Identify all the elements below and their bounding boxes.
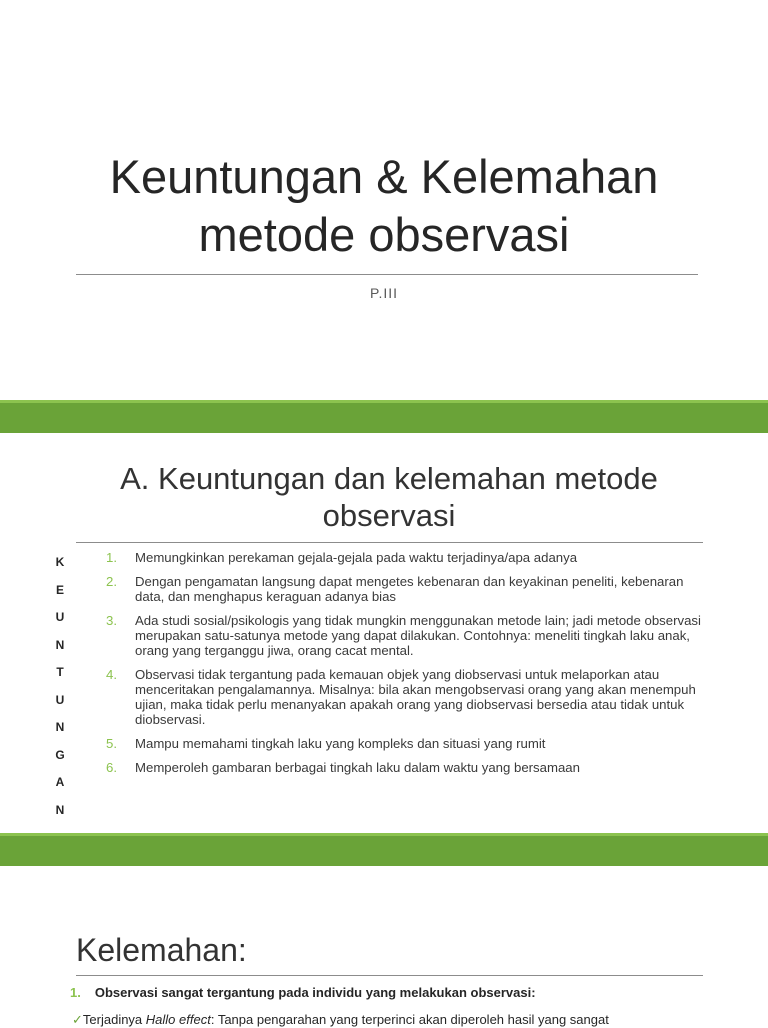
list-number: 6. (106, 760, 117, 775)
vertical-letter: K (55, 555, 65, 569)
subitem-text: : Tanpa pengarahan yang terperinci akan diperoleh hasil yang sangat (210, 1012, 609, 1027)
slide3-divider (76, 975, 703, 976)
list-number: 4. (106, 667, 117, 682)
slide2-title-line1: A. Keuntungan dan kelemahan metode (120, 461, 658, 496)
list-item (100, 760, 702, 775)
kelemahan-item (70, 985, 536, 1000)
slide1-title (0, 148, 768, 264)
vertical-letter: N (55, 637, 65, 652)
list-number: 5. (106, 736, 117, 751)
list-text: Memperoleh gambaran berbagai tingkah laku dalam waktu yang bersamaan (135, 760, 580, 775)
slide1-title-line1: Keuntungan & Kelemahan (109, 150, 659, 203)
list-text: Mampu memahami tingkah laku yang kompleks dan situasi yang rumit (135, 736, 546, 751)
list-item (100, 736, 702, 751)
list-number: 2. (106, 574, 117, 589)
vertical-letter: E (55, 582, 64, 597)
list-number: 1. (70, 985, 81, 1000)
slide1-divider (76, 274, 698, 275)
vertical-letter: T (56, 665, 64, 679)
list-text: Observasi tidak tergantung pada kemauan objek yang diobservasi untuk melaporkan atau menceritakan pengalamannya. Misalnya: bila akan mengobservasi orang yang akan menempuh ujian, maka tidak perlu menanyakan apakah orang yang diobservasi bersedia atau tidak untuk diobservasi. (135, 667, 696, 727)
slide2-title (76, 460, 702, 534)
list-item (100, 550, 702, 565)
list-text: Ada studi sosial/psikologis yang tidak mungkin menggunakan metode lain; jadi metode observasi merupakan satu-satunya metode yang dapat dilakukan. Contohnya: meneliti tingkah laku anak, orang yang terganggu jiwa, orang cacat mental. (135, 613, 701, 658)
list-item (100, 574, 702, 604)
list-text: Dengan pengamatan langsung dapat mengetes kebenaran dan keyakinan peneliti, kebenaran data, dan menghapus keraguan adanya bias (135, 574, 684, 604)
keuntungan-list (100, 550, 702, 784)
list-item (100, 613, 702, 658)
list-number: 3. (106, 613, 117, 628)
subitem-emphasis: Hallo effect (145, 1012, 211, 1027)
slide1-subtitle: P.III (369, 285, 399, 301)
slide3-title: Kelemahan: (76, 932, 247, 968)
list-item (100, 667, 702, 727)
list-number: 1. (106, 550, 117, 565)
vertical-label-keuntungan (50, 552, 70, 827)
list-text: Memungkinkan perekaman gejala-gejala pada waktu terjadinya/apa adanya (135, 550, 578, 565)
vertical-letter: N (55, 802, 65, 817)
slide1-title-line2: metode observasi (198, 208, 570, 261)
green-divider-band (0, 400, 768, 433)
kelemahan-subitem (72, 1012, 609, 1028)
checkmark-icon: ✓ (72, 1012, 83, 1027)
list-text: Observasi sangat tergantung pada individu yang melakukan observasi: (94, 985, 536, 1000)
green-divider-band (0, 833, 768, 866)
slide2-divider (76, 542, 703, 543)
vertical-letter: U (55, 610, 65, 624)
subitem-prefix: Terjadinya (82, 1012, 146, 1027)
vertical-letter: U (55, 692, 65, 707)
vertical-letter: N (55, 720, 65, 734)
vertical-letter: G (55, 747, 65, 762)
vertical-letter: A (55, 775, 65, 789)
slide2-title-line2: observasi (322, 498, 456, 533)
